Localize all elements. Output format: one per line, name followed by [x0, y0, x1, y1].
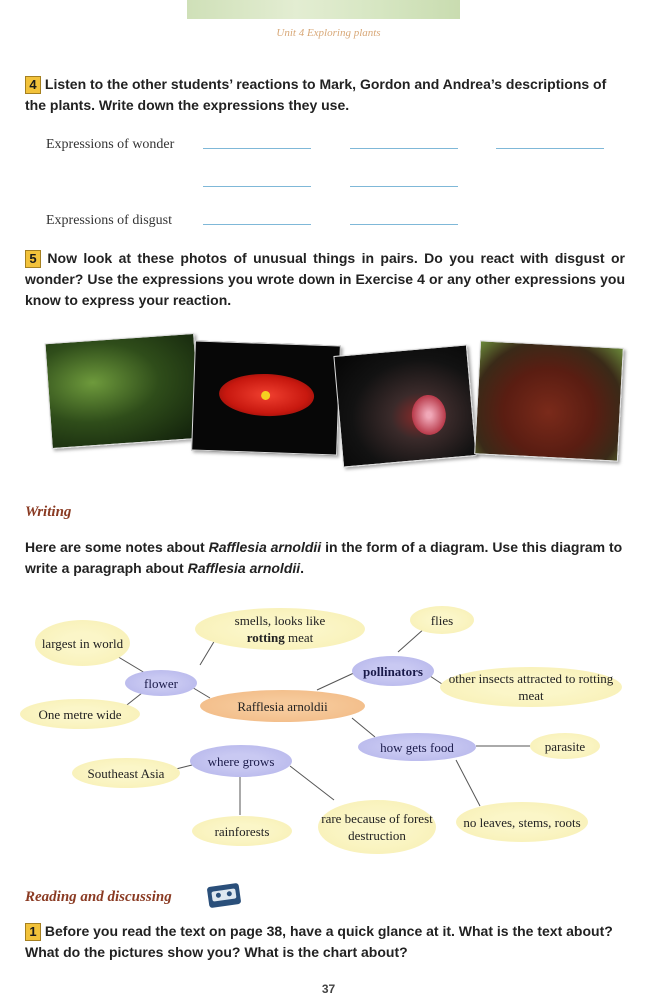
exercise-4-instruction: Listen to the other students’ reactions to Mark, Gordon and Andrea’s descriptions of the plants. Write down the expressions they use. [25, 76, 607, 113]
exercise-number-badge: 5 [25, 250, 41, 268]
connector-line [115, 655, 145, 673]
connector-line [317, 672, 356, 690]
node-one-metre-wide: One metre wide [20, 699, 140, 729]
node-parasite: parasite [530, 733, 600, 759]
exercise-5-instruction: Now look at these photos of unusual things in pairs. Do you react with disgust or wonder? Use the expressions you wrote down in Exercise 4 or any other expressions you know to express your reaction. [25, 250, 625, 308]
species-name: Rafflesia arnoldii [208, 539, 322, 555]
exercise-number-badge: 1 [25, 923, 41, 941]
species-name: Rafflesia arnoldii [187, 560, 301, 576]
writing-intro-text: Here are some notes about [25, 539, 209, 555]
unit-label: Unit 4 Exploring plants [276, 27, 381, 39]
node-pollinators: pollinators [352, 656, 434, 686]
node-other-insects: other insects attracted to rotting meat [440, 667, 622, 707]
node-largest-in-world: largest in world [35, 620, 130, 666]
node-where-grows: where grows [190, 745, 292, 777]
reading-heading: Reading and discussing [25, 889, 172, 905]
node-rafflesia-arnoldii-center: Rafflesia arnoldii [200, 690, 365, 722]
reading-instruction: Before you read the text on page 38, have a quick glance at it. What is the text about? What do the pictures show you? What is the chart about? [25, 923, 613, 960]
node-smells-text: smells, looks like rotting meat [234, 613, 326, 645]
writing-intro-text: in the form of a diagram. Use this diagram to write a paragraph about [25, 539, 623, 576]
node-flies: flies [410, 606, 474, 634]
node-rainforests: rainforests [192, 816, 292, 846]
connector-line [456, 760, 480, 806]
disgust-label: Expressions of disgust [46, 213, 172, 228]
node-smells-rotting-meat [195, 608, 365, 650]
connector-line [352, 718, 375, 737]
page-number: 37 [321, 982, 336, 996]
connector-line [290, 766, 334, 800]
node-no-leaves: no leaves, stems, roots [456, 802, 588, 842]
writing-intro-text: . [300, 560, 305, 576]
reading-exercise-1 [25, 921, 625, 963]
node-how-gets-food: how gets food [358, 733, 476, 761]
connector-line [398, 628, 425, 652]
writing-heading: Writing [25, 504, 72, 520]
wonder-label: Expressions of wonder [46, 137, 175, 152]
node-flower: flower [125, 670, 197, 696]
exercise-number-badge: 4 [25, 76, 41, 94]
cassette-icon [207, 883, 242, 908]
node-southeast-asia: Southeast Asia [72, 758, 180, 788]
connector-line [200, 640, 215, 665]
node-rare-forest-destruction: rare because of forest destruction [318, 800, 436, 854]
